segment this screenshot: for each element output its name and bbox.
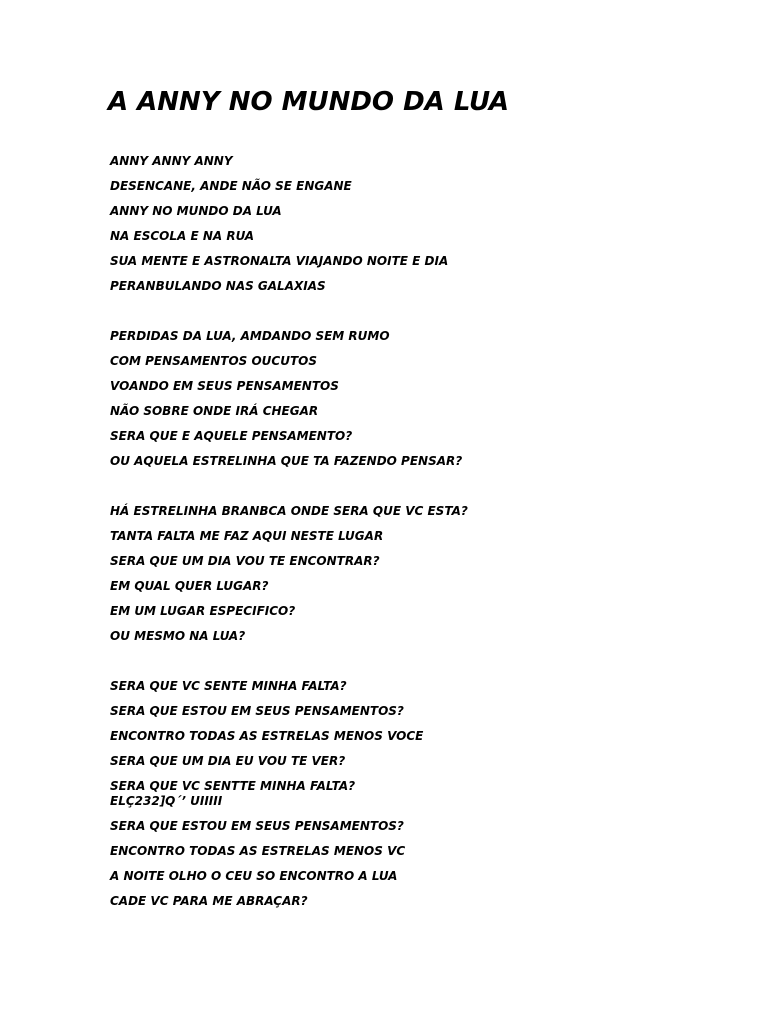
document-title: A ANNY NO MUNDO DA LUA [108,87,510,117]
poem-line: NÃO SOBRE ONDE IRÁ CHEGAR [110,404,319,418]
poem-line: CADE VC PARA ME ABRAÇAR? [110,894,308,908]
poem-line: SERA QUE UM DIA EU VOU TE VER? [110,754,346,768]
poem-line: EM UM LUGAR ESPECIFICO? [110,604,296,618]
poem-line: SUA MENTE E ASTRONALTA VIAJANDO NOITE E DIA [110,254,449,268]
poem-line: ELÇ232]Q´’ UIIIII [110,794,223,808]
poem-line: OU MESMO NA LUA? [110,629,246,643]
poem-line: SERA QUE ESTOU EM SEUS PENSAMENTOS? [110,819,404,833]
poem-line: SERA QUE VC SENTTE MINHA FALTA? [110,779,356,793]
poem-line: SERA QUE ESTOU EM SEUS PENSAMENTOS? [110,704,404,718]
poem-line: SERA QUE VC SENTE MINHA FALTA? [110,679,347,693]
poem-line: SERA QUE UM DIA VOU TE ENCONTRAR? [110,554,380,568]
poem-line: ANNY NO MUNDO DA LUA [110,204,282,218]
poem-line: HÁ ESTRELINHA BRANBCA ONDE SERA QUE VC ESTA? [110,504,468,518]
poem-line: NA ESCOLA E NA RUA [110,229,255,243]
poem-line: A NOITE OLHO O CEU SO ENCONTRO A LUA [110,869,398,883]
poem-line: ANNY ANNY ANNY [110,154,233,168]
poem-line: VOANDO EM SEUS PENSAMENTOS [110,379,339,393]
poem-line: DESENCANE, ANDE NÃO SE ENGANE [110,179,352,193]
poem-line: PERDIDAS DA LUA, AMDANDO SEM RUMO [110,329,390,343]
poem-line: ENCONTRO TODAS AS ESTRELAS MENOS VOCE [110,729,424,743]
poem-line: ENCONTRO TODAS AS ESTRELAS MENOS VC [110,844,406,858]
poem-line: PERANBULANDO NAS GALAXIAS [110,279,326,293]
poem-line: TANTA FALTA ME FAZ AQUI NESTE LUGAR [110,529,384,543]
poem-line: OU AQUELA ESTRELINHA QUE TA FAZENDO PENSAR? [110,454,463,468]
poem-line: COM PENSAMENTOS OUCUTOS [110,354,318,368]
poem-line: SERA QUE E AQUELE PENSAMENTO? [110,429,353,443]
poem-line: EM QUAL QUER LUGAR? [110,579,269,593]
